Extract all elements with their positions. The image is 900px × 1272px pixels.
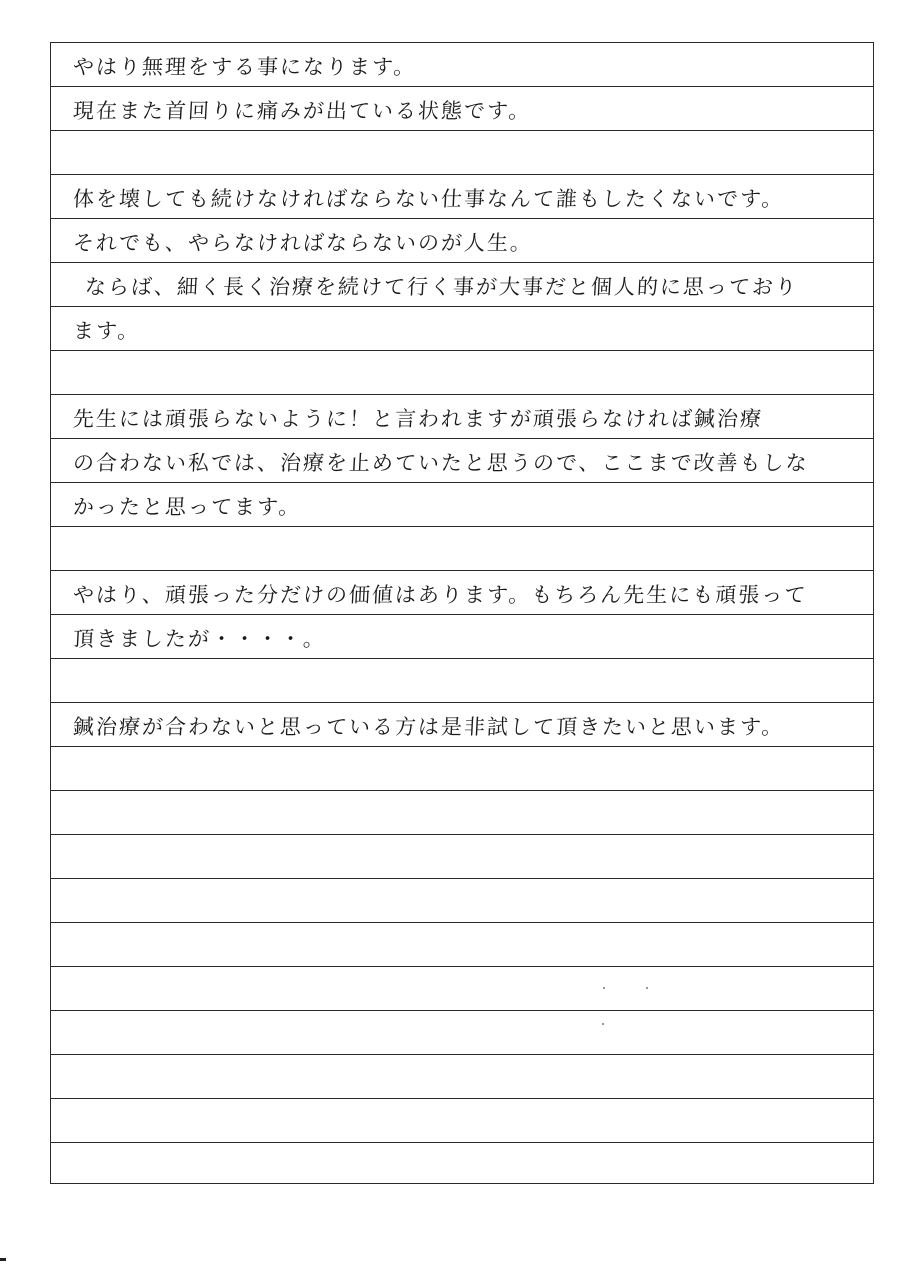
ruled-line (51, 219, 873, 263)
handwritten-line: かったと思ってます。 (72, 495, 302, 519)
ruled-line (51, 571, 873, 615)
handwritten-line: 体を壊しても続けなければならない仕事なんて誰もしたくないです。 (72, 187, 785, 211)
ruled-line (51, 659, 873, 703)
handwritten-line: 先生には頑張らないように！と言われますが頑張らなければ鍼治療 (72, 407, 764, 431)
handwritten-line: の合わない私では、治療を止めていたと思うので、ここまで改善もしな (72, 451, 810, 475)
ruled-line (51, 1055, 873, 1099)
handwritten-line: ならば、細く長く治療を続けて行く事が大事だと個人的に思っており (84, 275, 799, 299)
handwritten-line: やはり無理をする事になります。 (72, 55, 417, 79)
ruled-line (51, 747, 873, 791)
scan-speck (603, 987, 605, 989)
ruled-line (51, 351, 873, 395)
ruled-line (51, 791, 873, 835)
ruled-line (51, 1011, 873, 1055)
scan-edge-mark (0, 1258, 6, 1261)
ruled-line (51, 263, 873, 307)
ruled-line (51, 131, 873, 175)
ruled-line (51, 483, 873, 527)
handwritten-line: 現在また首回りに痛みが出ている状態です。 (72, 99, 532, 123)
ruled-line (51, 923, 873, 967)
ruled-line (51, 703, 873, 747)
ruled-line (51, 439, 873, 483)
scan-speck (646, 987, 648, 989)
handwritten-line: 鍼治療が合わないと思っている方は是非試して頂きたいと思います。 (72, 715, 785, 739)
ruled-line (51, 967, 873, 1011)
ruled-line (51, 615, 873, 659)
ruled-line (51, 879, 873, 923)
scan-speck (602, 1023, 604, 1025)
handwritten-line: 頂きましたが・・・・。 (72, 627, 327, 651)
ruled-line (51, 527, 873, 571)
ruled-line (51, 395, 873, 439)
ruled-line (51, 175, 873, 219)
handwritten-line: それでも、やらなければならないのが人生。 (72, 231, 534, 255)
ruled-line (51, 87, 873, 131)
handwritten-line: ます。 (72, 319, 141, 343)
ruled-line (51, 1143, 873, 1187)
letter-sheet (50, 42, 874, 1184)
ruled-line (51, 835, 873, 879)
ruled-line (51, 1099, 873, 1143)
ruled-line (51, 307, 873, 351)
ruled-line (51, 43, 873, 87)
handwritten-line: やはり、頑張った分だけの価値はあります。もちろん先生にも頑張って (72, 583, 808, 607)
